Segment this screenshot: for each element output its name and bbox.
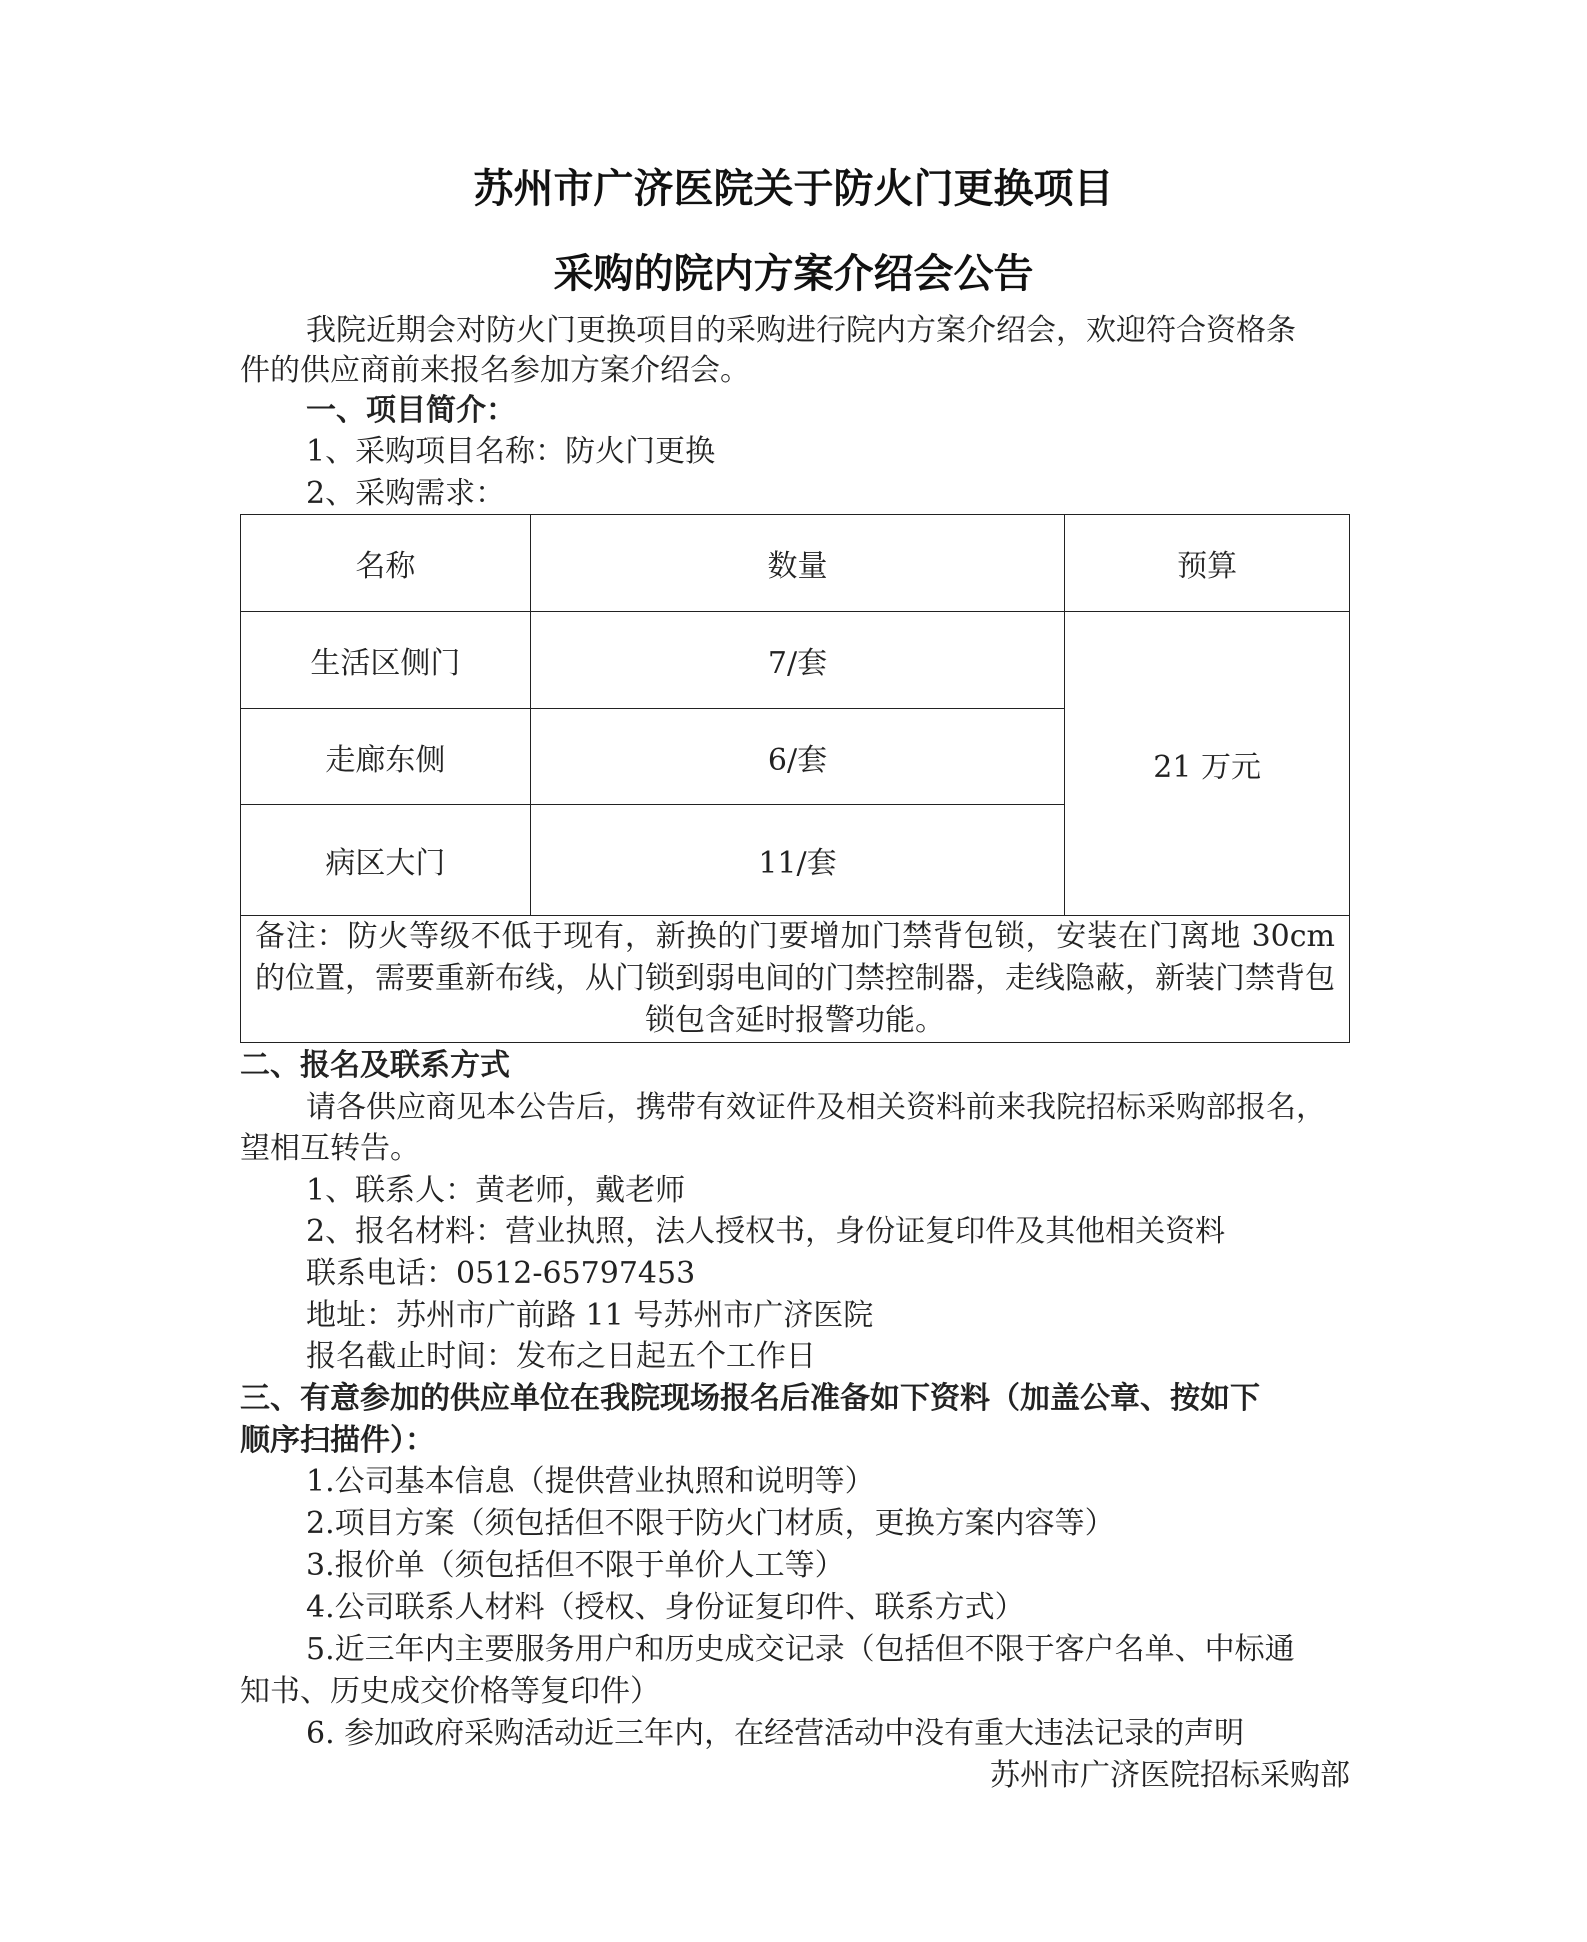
row-quantity: 7/套 [530,612,1065,709]
section3-heading-line1: 三、有意参加的供应单位在我院现场报名后准备如下资料（加盖公章、按如下 [240,1381,1260,1416]
address: 地址：苏州市广前路 11 号苏州市广济医院 [306,1298,874,1333]
row-quantity: 6/套 [530,709,1065,805]
budget-cell: 21 万元 [1065,612,1350,916]
section2-paragraph-line2: 望相互转告。 [240,1131,420,1166]
material-item-5-line1: 5.近三年内主要服务用户和历史成交记录（包括但不限于客户名单、中标通 [306,1632,1295,1667]
signature: 苏州市广济医院招标采购部 [990,1758,1350,1793]
material-item-2: 2.项目方案（须包括但不限于防火门材质，更换方案内容等） [306,1506,1115,1541]
material-item-4: 4.公司联系人材料（授权、身份证复印件、联系方式） [306,1590,1025,1625]
material-item-5-line2: 知书、历史成交价格等复印件） [240,1674,660,1709]
material-item-3: 3.报价单（须包括但不限于单价人工等） [306,1548,845,1583]
contact-phone: 联系电话：0512-65797453 [306,1256,696,1291]
section2-heading: 二、报名及联系方式 [240,1048,510,1083]
contact-person: 1、联系人：黄老师，戴老师 [306,1173,686,1208]
header-name: 名称 [241,515,531,612]
intro-line2: 件的供应商前来报名参加方案介绍会。 [240,353,750,388]
section1-item2: 2、采购需求： [306,476,506,511]
row-name: 生活区侧门 [241,612,531,709]
table-note-row [241,916,1350,1043]
requirements-table [240,514,1350,1043]
row-name: 病区大门 [241,805,531,916]
row-quantity: 11/套 [530,805,1065,916]
document-title-line1: 苏州市广济医院关于防火门更换项目 [473,166,1114,212]
row-name: 走廊东侧 [241,709,531,805]
material-item-1: 1.公司基本信息（提供营业执照和说明等） [306,1464,875,1499]
section1-heading: 一、项目简介： [306,393,516,428]
table-header-row [241,515,1350,612]
header-budget: 预算 [1065,515,1350,612]
material-item-6: 6. 参加政府采购活动近三年内，在经营活动中没有重大违法记录的声明 [306,1716,1245,1751]
section1-item1: 1、采购项目名称：防火门更换 [306,434,716,469]
document-title-line2: 采购的院内方案介绍会公告 [553,251,1034,297]
registration-materials: 2、报名材料：营业执照，法人授权书，身份证复印件及其他相关资料 [306,1214,1226,1249]
header-quantity: 数量 [530,515,1065,612]
section3-heading-line2: 顺序扫描件）： [240,1423,435,1458]
section2-paragraph-line1: 请各供应商见本公告后，携带有效证件及相关资料前来我院招标采购部报名， [306,1090,1326,1125]
registration-deadline: 报名截止时间：发布之日起五个工作日 [306,1339,816,1374]
table-note-cell [241,916,1350,1043]
intro-line1: 我院近期会对防火门更换项目的采购进行院内方案介绍会，欢迎符合资格条 [306,313,1296,348]
table-note: 备注：防火等级不低于现有，新换的门要增加门禁背包锁，安装在门离地 30cm 的位置，需要重新布线，从门锁到弱电间的门禁控制器，走线隐蔽，新装门禁背包锁包含延时报警功能。 [255,919,1335,1038]
table-row [241,612,1350,709]
